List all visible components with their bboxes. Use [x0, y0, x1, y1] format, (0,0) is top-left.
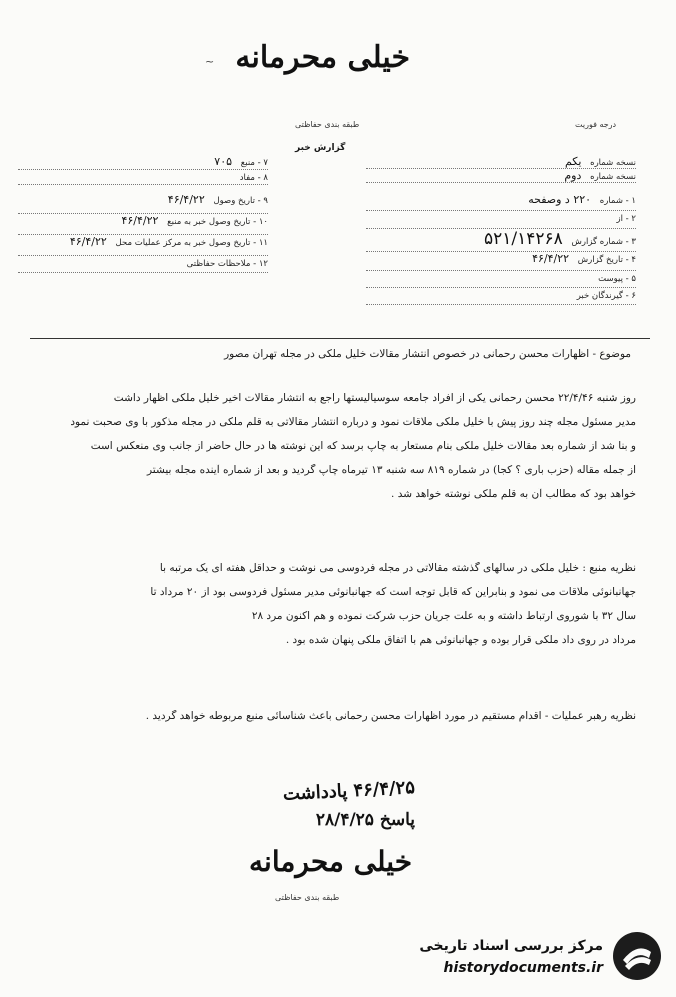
field-label: ۹ - تاریخ وصول [213, 196, 268, 206]
field-label: ۱۲ - ملاحظات حفاظتی [186, 259, 268, 269]
field-value: ۷۰۵ [214, 155, 233, 168]
subject-line: موضوع - اظهارات محسن رحمانی در خصوص انتشار مقالات خلیل ملکی در مجله تهران مصور [224, 348, 631, 360]
field-label: ۴ - تاریخ گزارش [577, 255, 636, 265]
field-value: ۴۶/۴/۲۲ [167, 193, 205, 206]
text-line: سال ۳۲ با شوروی ارتباط داشته و به علت جریان حزب شرکت نموده و هم اکنون مرد ۲۸ [251, 610, 636, 622]
left-field-0 [18, 155, 268, 170]
paragraph-2 [21, 562, 636, 658]
paragraph-1 [26, 392, 636, 512]
handwritten-note-1: ۴۶/۴/۲۵ پادداشت [282, 777, 416, 805]
field-value: ۴۶/۴/۲۲ [121, 214, 159, 227]
right-field-1 [366, 169, 636, 183]
separator-line [30, 338, 650, 339]
field-label: نسخه شماره [590, 172, 636, 182]
left-field-4 [18, 235, 268, 256]
text-line: نظریه رهبر عملیات - اقدام مستقیم در مورد اظهارات محسن رحمانی باعث شناسائی منبع مربوطه خواهد گردید . [145, 710, 636, 722]
report-number: ۵۲۱/۱۴۲۶۸ [484, 229, 563, 249]
paragraph-3 [21, 710, 636, 734]
right-fields [366, 155, 636, 305]
watermark [395, 930, 665, 985]
left-field-5 [18, 256, 268, 273]
right-field-5 [366, 252, 636, 271]
text-line: نظریه منبع : خلیل ملکی در سالهای گذشته مقالاتی در مجله فردوسی می نوشت و حداقل هفته ای یک مرتبه با [159, 562, 636, 574]
left-field-1 [18, 170, 268, 185]
bottom-title: خیلی محرمانه [249, 845, 412, 878]
text-line: و بنا شد از شماره بعد مقالات خلیل ملکی بنام مستعار به چاپ برسد که این نوشته ها در حال حاضر از جانب وی منعکس است [90, 440, 636, 452]
left-fields [18, 155, 268, 273]
text-line: مرداد در روی داد ملکی قرار بوده و جهانبانوئی هم با اتفاق ملکی پنهان شده بود . [285, 634, 636, 646]
text-line: روز شنبه ۲۲/۴/۴۶ محسن رحمانی یکی از افراد جامعه سوسیالیستها راجع به انتشار مقالات اخیر خلیل ملکی اظهار داشت [113, 392, 636, 404]
right-field-2 [366, 193, 636, 211]
field-label: ۸ - مفاد [239, 173, 268, 183]
archive-logo-icon [611, 930, 663, 982]
title-scribble: ~ [205, 55, 215, 68]
priority-label: درجه فوریت [575, 120, 617, 129]
top-title: خیلی محرمانه [235, 40, 410, 75]
left-field-3 [18, 214, 268, 235]
field-label: ۱ - شماره [599, 196, 636, 206]
field-label: ۱۰ - تاریخ وصول خبر به منبع [167, 217, 268, 227]
left-field-2 [18, 193, 268, 214]
text-line: از جمله مقاله (حزب باری ؟ کجا) در شماره ۸۱۹ سه شنبه ۱۳ تیرماه چاپ گردید و بعد از شماره آینده مجله بیشتر [146, 464, 636, 476]
field-value: دوم [564, 169, 582, 182]
field-label: ۱۱ - تاریخ وصول خبر به مرکز عملیات محل [115, 238, 268, 248]
field-value: ۴۶/۴/۲۲ [532, 252, 570, 265]
right-field-3 [366, 211, 636, 229]
watermark-url: historydocuments.ir [443, 960, 603, 976]
field-label: ۷ - منبع [240, 158, 268, 168]
field-value: ۴۶/۴/۲۲ [69, 235, 107, 248]
right-field-4 [366, 229, 636, 252]
text-line: مدیر مسئول مجله چند روز پیش با خلیل ملکی ملاقات نمود و درباره انتشار مقالاتی به قلم ملکی در مجله مذکور با وی صحبت نمود [70, 416, 636, 428]
field-label: ۳ - شماره گزارش [571, 237, 636, 247]
right-field-7 [366, 288, 636, 305]
field-value: یکم [564, 155, 582, 168]
handwritten-note-2: پاسخ ۲۸/۴/۲۵ [315, 810, 415, 830]
right-field-0 [366, 155, 636, 169]
watermark-org-name: مرکز بررسی اسناد تاریخی [419, 938, 603, 954]
right-field-6 [366, 271, 636, 288]
report-label: گزارش خبر [295, 143, 346, 153]
field-label: ۵ - پیوست [598, 274, 636, 284]
field-value: ۲۲۰ د وصفحه [528, 193, 592, 206]
bottom-classification: طبقه بندی حفاظتی [275, 893, 340, 902]
field-label: ۲ - از [616, 214, 636, 224]
field-label: نسخه شماره [590, 158, 636, 168]
classification-left: طبقه بندی حفاظتی [295, 120, 360, 129]
text-line: خواهد بود که مطالب آن به قلم ملکی نوشته خواهد شد . [391, 488, 636, 500]
field-label: ۶ - گیرندگان خبر [576, 291, 636, 301]
text-line: جهانبانوئی ملاقات می نمود و بنابراین که قابل توجه است که جهانبانوئی مدیر مسئول فردوسی بود از ۲۰ مرداد تا [150, 586, 636, 598]
